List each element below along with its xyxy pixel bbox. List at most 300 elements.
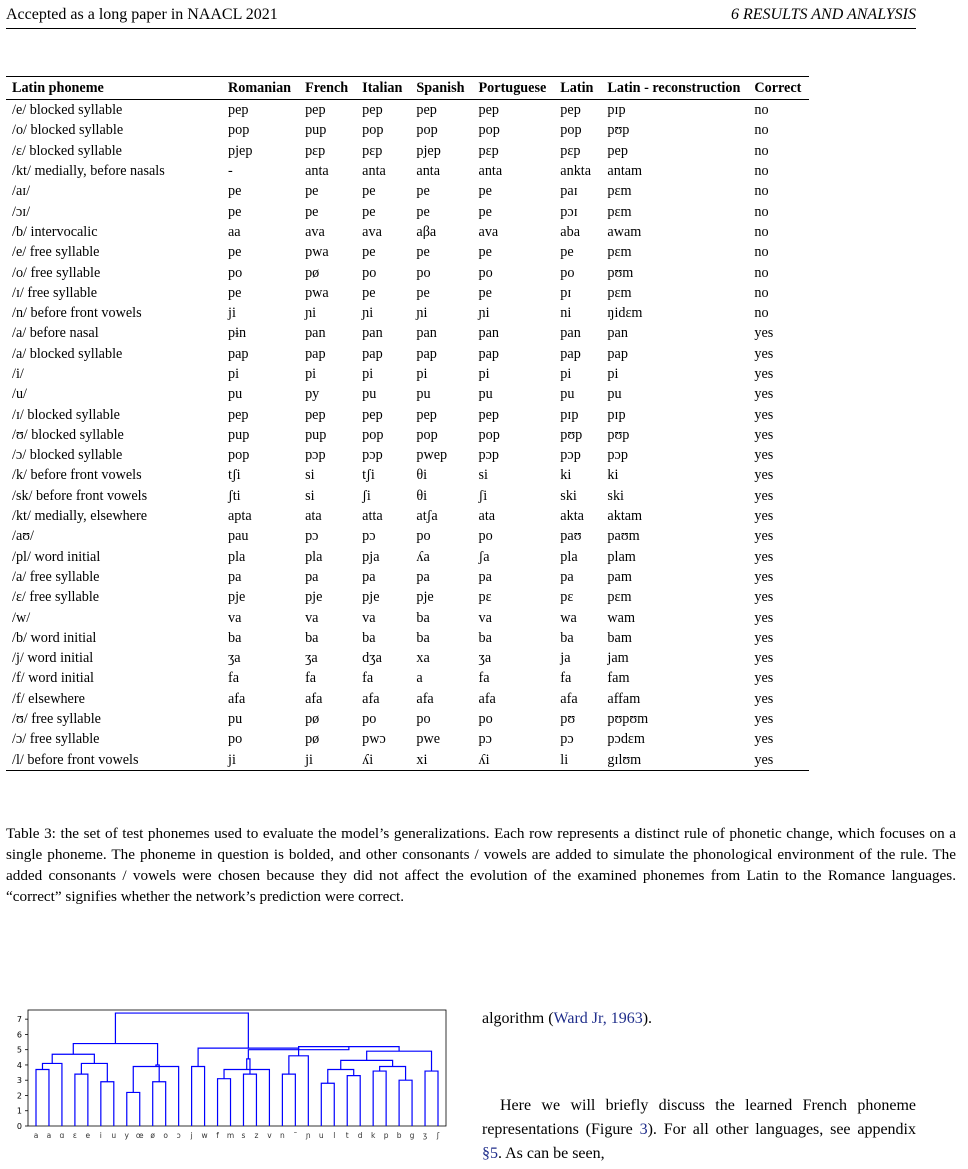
table-cell: θi xyxy=(416,467,428,484)
leaf-label: ɑ xyxy=(59,1131,65,1140)
column-header: Spanish xyxy=(410,77,472,100)
table-cell: /ɪ/ blocked syllable xyxy=(12,406,120,423)
table-cell: pwa xyxy=(305,284,329,301)
table-cell: py xyxy=(305,386,320,403)
table-cell: pja xyxy=(362,548,380,565)
table-cell: no xyxy=(754,163,769,180)
leaf-label: z xyxy=(254,1131,259,1140)
table-cell: pɔdɛm xyxy=(607,731,645,748)
table-cell: pla xyxy=(560,548,578,565)
table-cell: ba xyxy=(478,629,492,646)
table-cell: pɪp xyxy=(607,102,626,119)
table-cell: /a/ free syllable xyxy=(12,568,100,585)
leaf-label: ɔ xyxy=(176,1131,181,1140)
dendrogram-link xyxy=(373,1071,386,1126)
table-cell: pap xyxy=(416,345,437,362)
y-tick-label: 5 xyxy=(16,1045,22,1055)
table-row xyxy=(6,486,809,506)
table-cell: aa xyxy=(228,223,241,240)
table-caption: Table 3: the set of test phonemes used to evaluate the model’s generalizations. Each row represents a distinct rule of phonetic change, which focuses on a single phoneme. The phoneme in question is bolded, and other consonants / vowels are added to simulate the phonological environment of the rule. The added consonants / vowels were chosen because they did not affect the evolution of the examined phonemes from Latin to the Romance languages. “correct” signifies whether the network’s prediction were correct. xyxy=(6,825,956,905)
table-cell: pjep xyxy=(416,142,441,159)
table-row xyxy=(6,344,809,364)
table-cell: ba xyxy=(416,629,430,646)
table-cell: /j/ word initial xyxy=(12,650,94,667)
table-cell: pɪ xyxy=(560,284,572,301)
table-cell: pa xyxy=(478,568,492,585)
table-cell: yes xyxy=(754,548,774,565)
table-row xyxy=(6,141,809,161)
table-cell: paʊm xyxy=(607,528,640,545)
dendrogram-link xyxy=(153,1082,166,1126)
table-row xyxy=(6,567,809,587)
table-cell: pɔɪ xyxy=(560,203,578,220)
table-cell: pɛm xyxy=(607,589,632,606)
table-cell: pan xyxy=(478,325,500,342)
table-cell: afa xyxy=(362,690,380,707)
table-cell: yes xyxy=(754,467,774,484)
appendix-ref-link[interactable]: §5 xyxy=(482,1145,498,1162)
table-cell: pep xyxy=(560,102,581,119)
table-cell: pɪp xyxy=(560,406,579,423)
table-cell: pɛp xyxy=(560,142,581,159)
dendrogram-link xyxy=(425,1071,438,1126)
table-cell: no xyxy=(754,183,769,200)
table-cell: ʃa xyxy=(478,548,490,565)
table-cell: pu xyxy=(416,386,431,403)
table-cell: no xyxy=(754,223,769,240)
table-cell: pop xyxy=(362,426,384,443)
table-cell: pa xyxy=(362,568,376,585)
table-cell: /ɔ/ free syllable xyxy=(12,731,100,748)
table-cell: pep xyxy=(228,102,249,119)
leaf-label: j xyxy=(190,1131,193,1140)
table-cell: pe xyxy=(416,183,430,200)
table-cell: fa xyxy=(478,670,490,687)
table-cell: pu xyxy=(228,711,243,728)
table-cell: pʊp xyxy=(560,426,583,443)
table-cell: θi xyxy=(416,487,428,504)
table-header-row xyxy=(6,77,809,100)
table-row xyxy=(6,404,809,424)
table-cell: va xyxy=(305,609,319,626)
body-paragraph xyxy=(482,1094,916,1166)
table-cell: xi xyxy=(410,750,472,771)
table-cell: /ɛ/ free syllable xyxy=(12,589,100,606)
table-row xyxy=(6,181,809,201)
leaf-label: w xyxy=(201,1131,208,1140)
table-row xyxy=(6,648,809,668)
table-cell: yes xyxy=(754,650,774,667)
table-cell: ʃi xyxy=(478,487,488,504)
dendrogram-link xyxy=(282,1074,295,1126)
dendrogram-link xyxy=(321,1083,334,1126)
leaf-label: ˜ xyxy=(293,1131,298,1140)
table-cell: /ʊ/ blocked syllable xyxy=(12,426,124,443)
table-cell: afa xyxy=(305,690,323,707)
table-cell: pje xyxy=(362,589,380,606)
table-cell: pe xyxy=(478,284,492,301)
table-body xyxy=(6,100,809,771)
table-cell: ava xyxy=(362,223,382,240)
table-cell: pep xyxy=(416,406,437,423)
table-cell: pwep xyxy=(416,447,448,464)
citation-link[interactable]: Ward Jr, 1963 xyxy=(553,1010,643,1027)
table-cell: pa xyxy=(228,568,242,585)
table-cell: afa xyxy=(560,690,578,707)
table-cell: pwɔ xyxy=(362,731,386,748)
table-cell: ni xyxy=(560,305,572,322)
table-cell: ava xyxy=(305,223,325,240)
table-cell: no xyxy=(754,284,769,301)
dendrogram-link xyxy=(341,1060,393,1069)
table-cell: /o/ blocked syllable xyxy=(12,122,124,139)
algorithm-line xyxy=(482,1007,916,1031)
column-header: Latin - reconstruction xyxy=(601,77,748,100)
table-cell: pep xyxy=(362,406,383,423)
table-row xyxy=(6,750,809,771)
table-cell: yes xyxy=(754,386,774,403)
table-cell: anta xyxy=(362,163,386,180)
table-cell: atʃa xyxy=(416,508,438,525)
table-cell: ata xyxy=(478,508,496,525)
table-cell: /ɛ/ blocked syllable xyxy=(12,142,122,159)
table-cell: jam xyxy=(607,650,629,667)
table-cell: ji xyxy=(228,305,236,322)
leaf-label: y xyxy=(124,1131,130,1140)
table-cell: ski xyxy=(560,487,577,504)
table-cell: pɛm xyxy=(607,244,632,261)
dendrogram-link xyxy=(347,1076,360,1126)
dendrogram-link xyxy=(115,1013,248,1048)
dendrogram-link xyxy=(367,1051,432,1071)
table-cell: yes xyxy=(754,426,774,443)
table-cell: pʊp xyxy=(607,426,630,443)
column-header: Portuguese xyxy=(473,77,555,100)
table-cell: fa xyxy=(560,670,572,687)
table-cell: pe xyxy=(362,203,376,220)
figure-ref-link[interactable]: 3 xyxy=(639,1121,648,1138)
table-cell: po xyxy=(228,731,243,748)
table-cell: afa xyxy=(478,690,496,707)
table-cell: pɔp xyxy=(478,447,500,464)
table-cell: /e/ blocked syllable xyxy=(12,102,123,119)
dendrogram-link xyxy=(399,1080,412,1126)
table-cell: pe xyxy=(228,203,242,220)
table-cell: pjep xyxy=(228,142,253,159)
table-cell: /ɔ/ blocked syllable xyxy=(12,447,123,464)
table-cell: pi xyxy=(607,366,619,382)
table-cell: no xyxy=(754,102,769,119)
table-cell: pɔ xyxy=(305,528,319,545)
table-cell: anta xyxy=(416,163,441,180)
table-cell: pɔp xyxy=(362,447,383,464)
table-cell: fam xyxy=(607,670,630,687)
table-row xyxy=(6,303,809,323)
table-cell: pɛp xyxy=(305,142,326,159)
table-cell: po xyxy=(416,264,431,281)
table-cell: pi xyxy=(305,366,317,382)
table-cell: affam xyxy=(607,690,641,707)
column-header: French xyxy=(299,77,356,100)
table-cell: ɲi xyxy=(478,305,490,322)
leaf-label: v xyxy=(267,1131,272,1140)
table-cell: pam xyxy=(607,568,632,585)
table-cell: pe xyxy=(362,284,376,301)
table-cell: pup xyxy=(305,426,327,443)
table-cell: pʊp xyxy=(607,122,630,139)
table-row xyxy=(6,201,809,221)
table-cell: pe xyxy=(305,203,319,220)
table-cell: pɛ xyxy=(560,589,574,606)
table-cell: antam xyxy=(607,163,643,180)
dendrogram-link xyxy=(101,1082,114,1126)
table-cell: no xyxy=(754,305,769,322)
table-cell: atta xyxy=(362,508,383,525)
table-cell: anta xyxy=(478,163,503,180)
dendrogram-link xyxy=(380,1066,406,1080)
table-cell: ɲi xyxy=(416,305,428,322)
column-header: Latin xyxy=(554,77,601,100)
table-cell: ɲi xyxy=(362,305,374,322)
table-cell: yes xyxy=(754,345,774,362)
table-cell: pɛm xyxy=(607,203,632,220)
table-row xyxy=(6,120,809,140)
table-cell: pe xyxy=(228,183,242,200)
table-cell: tʃi xyxy=(228,467,241,484)
table-cell: pɔp xyxy=(607,447,628,464)
table-cell: pe xyxy=(478,183,492,200)
table-cell: si xyxy=(305,487,315,504)
table-cell: akta xyxy=(560,508,584,525)
table-cell: fa xyxy=(362,670,374,687)
table-cell: a xyxy=(416,670,423,687)
table-row xyxy=(6,628,809,648)
table-cell: pe xyxy=(228,284,242,301)
table-cell: po xyxy=(478,528,493,545)
table-cell: /f/ word initial xyxy=(12,670,94,687)
table-cell: no xyxy=(754,142,769,159)
table-cell: pɛm xyxy=(607,183,632,200)
table-cell: afa xyxy=(416,690,434,707)
table-cell: no xyxy=(754,122,769,139)
para-start: Here we will briefly discuss the learned French phoneme representations (Figure xyxy=(482,1097,916,1138)
table-cell: po xyxy=(362,711,377,728)
table-cell: ski xyxy=(607,487,624,504)
leaf-label: b xyxy=(396,1131,402,1140)
table-cell: xa xyxy=(416,650,430,667)
table-cell: /b/ intervocalic xyxy=(12,223,98,240)
table-cell: yes xyxy=(754,447,774,464)
leaf-label: ø xyxy=(150,1131,156,1140)
table-cell: pop xyxy=(478,426,500,443)
table-cell: gɪlʊm xyxy=(601,750,748,771)
leaf-label: o xyxy=(163,1131,168,1140)
table-cell: pop xyxy=(228,122,250,139)
table-cell: pop xyxy=(478,122,500,139)
table-cell: anta xyxy=(305,163,329,180)
table-cell: pwe xyxy=(416,731,441,748)
column-header: Romanian xyxy=(222,77,299,100)
table-cell: pan xyxy=(416,325,437,342)
table-cell: pi xyxy=(560,366,572,382)
table-cell: pʊ xyxy=(560,711,576,728)
table-cell: pu xyxy=(607,386,622,403)
leaf-label: ʒ xyxy=(422,1131,428,1140)
table-cell: aktam xyxy=(607,508,643,525)
leaf-label: n xyxy=(280,1131,285,1140)
table-row xyxy=(6,262,809,282)
y-tick-label: 7 xyxy=(16,1015,22,1025)
table-cell: ba xyxy=(305,629,319,646)
table-cell: pep xyxy=(305,102,326,119)
table-cell: pla xyxy=(228,548,246,565)
table-cell: pan xyxy=(607,325,628,342)
table-row xyxy=(6,425,809,445)
table-row xyxy=(6,607,809,627)
table-row xyxy=(6,506,809,526)
table-cell: awam xyxy=(607,223,642,240)
table-cell: aβa xyxy=(416,223,437,240)
table-cell: pi xyxy=(362,366,374,382)
leaf-label: k xyxy=(370,1131,376,1140)
table-cell: pwa xyxy=(305,244,329,261)
leaf-label: ʃ xyxy=(436,1131,440,1140)
table-cell: li xyxy=(554,750,601,771)
table-cell: po xyxy=(560,264,575,281)
table-cell: ki xyxy=(607,467,619,484)
table-cell: pe xyxy=(416,284,430,301)
table-row xyxy=(6,445,809,465)
table-cell: ava xyxy=(478,223,499,240)
table-cell: ɲi xyxy=(305,305,317,322)
table-cell: /f/ elsewhere xyxy=(12,690,85,707)
table-cell: pa xyxy=(305,568,319,585)
table-cell: yes xyxy=(754,690,774,707)
table-cell: ji xyxy=(222,750,299,771)
table-cell: ʎi xyxy=(473,750,555,771)
table-cell: /l/ before front vowels xyxy=(6,750,222,771)
table-cell: yes xyxy=(754,589,774,606)
table-cell: pa xyxy=(560,568,574,585)
table-row xyxy=(6,222,809,242)
y-tick-label: 4 xyxy=(16,1060,22,1070)
leaf-label: f xyxy=(216,1131,219,1140)
table-cell: aba xyxy=(560,223,580,240)
table-cell: /kt/ medially, elsewhere xyxy=(12,508,147,525)
leaf-label: œ xyxy=(135,1131,144,1140)
algo-suffix: ). xyxy=(642,1010,653,1027)
dendrogram-link xyxy=(36,1070,49,1126)
table-cell: /a/ blocked syllable xyxy=(12,345,123,362)
table-cell: yes xyxy=(748,750,809,771)
table-cell: pɔ xyxy=(478,731,492,748)
table-cell: pe xyxy=(478,203,492,220)
table-cell: pe xyxy=(416,244,430,261)
dendrogram-link xyxy=(247,1059,250,1074)
table-cell: pi xyxy=(228,366,240,382)
table-row xyxy=(6,668,809,688)
leaf-label: d xyxy=(357,1131,363,1140)
table-cell: si xyxy=(478,467,488,484)
table-cell: va xyxy=(362,609,376,626)
y-tick-label: 2 xyxy=(16,1091,22,1101)
table-cell: pɛp xyxy=(478,142,499,159)
table-cell: /n/ before front vowels xyxy=(12,305,142,322)
table-cell: pap xyxy=(607,345,628,362)
table-cell: pɛm xyxy=(607,284,632,301)
table-cell: no xyxy=(754,203,769,220)
column-header: Correct xyxy=(748,77,809,100)
table-cell: pep xyxy=(305,406,326,423)
table-cell: pe xyxy=(305,183,319,200)
y-tick-label: 6 xyxy=(16,1030,22,1040)
leaf-label: l xyxy=(333,1131,336,1140)
table-cell: ba xyxy=(560,629,574,646)
table-cell: yes xyxy=(754,487,774,504)
table-cell: yes xyxy=(754,325,774,342)
table-cell: ʒa xyxy=(305,650,318,667)
table-cell: /a/ before nasal xyxy=(12,325,99,342)
table-row xyxy=(6,729,809,749)
table-cell: pe xyxy=(560,244,574,261)
para-mid: ). For all other languages, see appendix xyxy=(647,1121,916,1138)
table-row xyxy=(6,323,809,343)
table-cell: pø xyxy=(305,264,320,281)
leaf-label: s xyxy=(241,1131,246,1140)
table-cell: pau xyxy=(228,528,249,545)
table-cell: pop xyxy=(228,447,250,464)
table-cell: ji xyxy=(299,750,356,771)
dendrogram-link xyxy=(192,1066,205,1126)
table-cell: pe xyxy=(362,183,376,200)
table-cell: ba xyxy=(362,629,376,646)
table-row xyxy=(6,526,809,546)
table-cell: yes xyxy=(754,711,774,728)
leaf-label: u xyxy=(111,1131,117,1140)
phoneme-table xyxy=(6,76,809,771)
dendrogram-link xyxy=(127,1092,140,1126)
table-cell: /k/ before front vowels xyxy=(12,467,142,484)
dendrogram-link xyxy=(156,1065,159,1082)
table-cell: fa xyxy=(305,670,317,687)
table-cell: ankta xyxy=(560,163,592,180)
table-cell: pan xyxy=(362,325,383,342)
table-row xyxy=(6,689,809,709)
leaf-label: ɛ xyxy=(72,1131,77,1140)
table-cell: no xyxy=(754,244,769,261)
table-cell: yes xyxy=(754,508,774,525)
table-cell: pø xyxy=(305,731,320,748)
table-row xyxy=(6,161,809,181)
table-cell: - xyxy=(228,163,233,180)
table-cell: pɔp xyxy=(305,447,326,464)
dendrogram-link xyxy=(52,1054,94,1063)
table-cell: afa xyxy=(228,690,246,707)
column-header: Italian xyxy=(356,77,410,100)
table-cell: yes xyxy=(754,406,774,423)
plot-frame xyxy=(28,1010,446,1126)
table-cell: pɨn xyxy=(228,325,247,342)
table-cell: pje xyxy=(305,589,323,606)
table-cell: /e/ free syllable xyxy=(12,244,100,261)
table-cell: pep xyxy=(416,102,437,119)
table-cell: pje xyxy=(416,589,434,606)
algo-prefix: algorithm ( xyxy=(482,1010,554,1027)
table-cell: pɪp xyxy=(607,406,626,423)
table-cell: pep xyxy=(228,406,249,423)
table-cell: pu xyxy=(362,386,377,403)
table-cell: /o/ free syllable xyxy=(12,264,101,281)
